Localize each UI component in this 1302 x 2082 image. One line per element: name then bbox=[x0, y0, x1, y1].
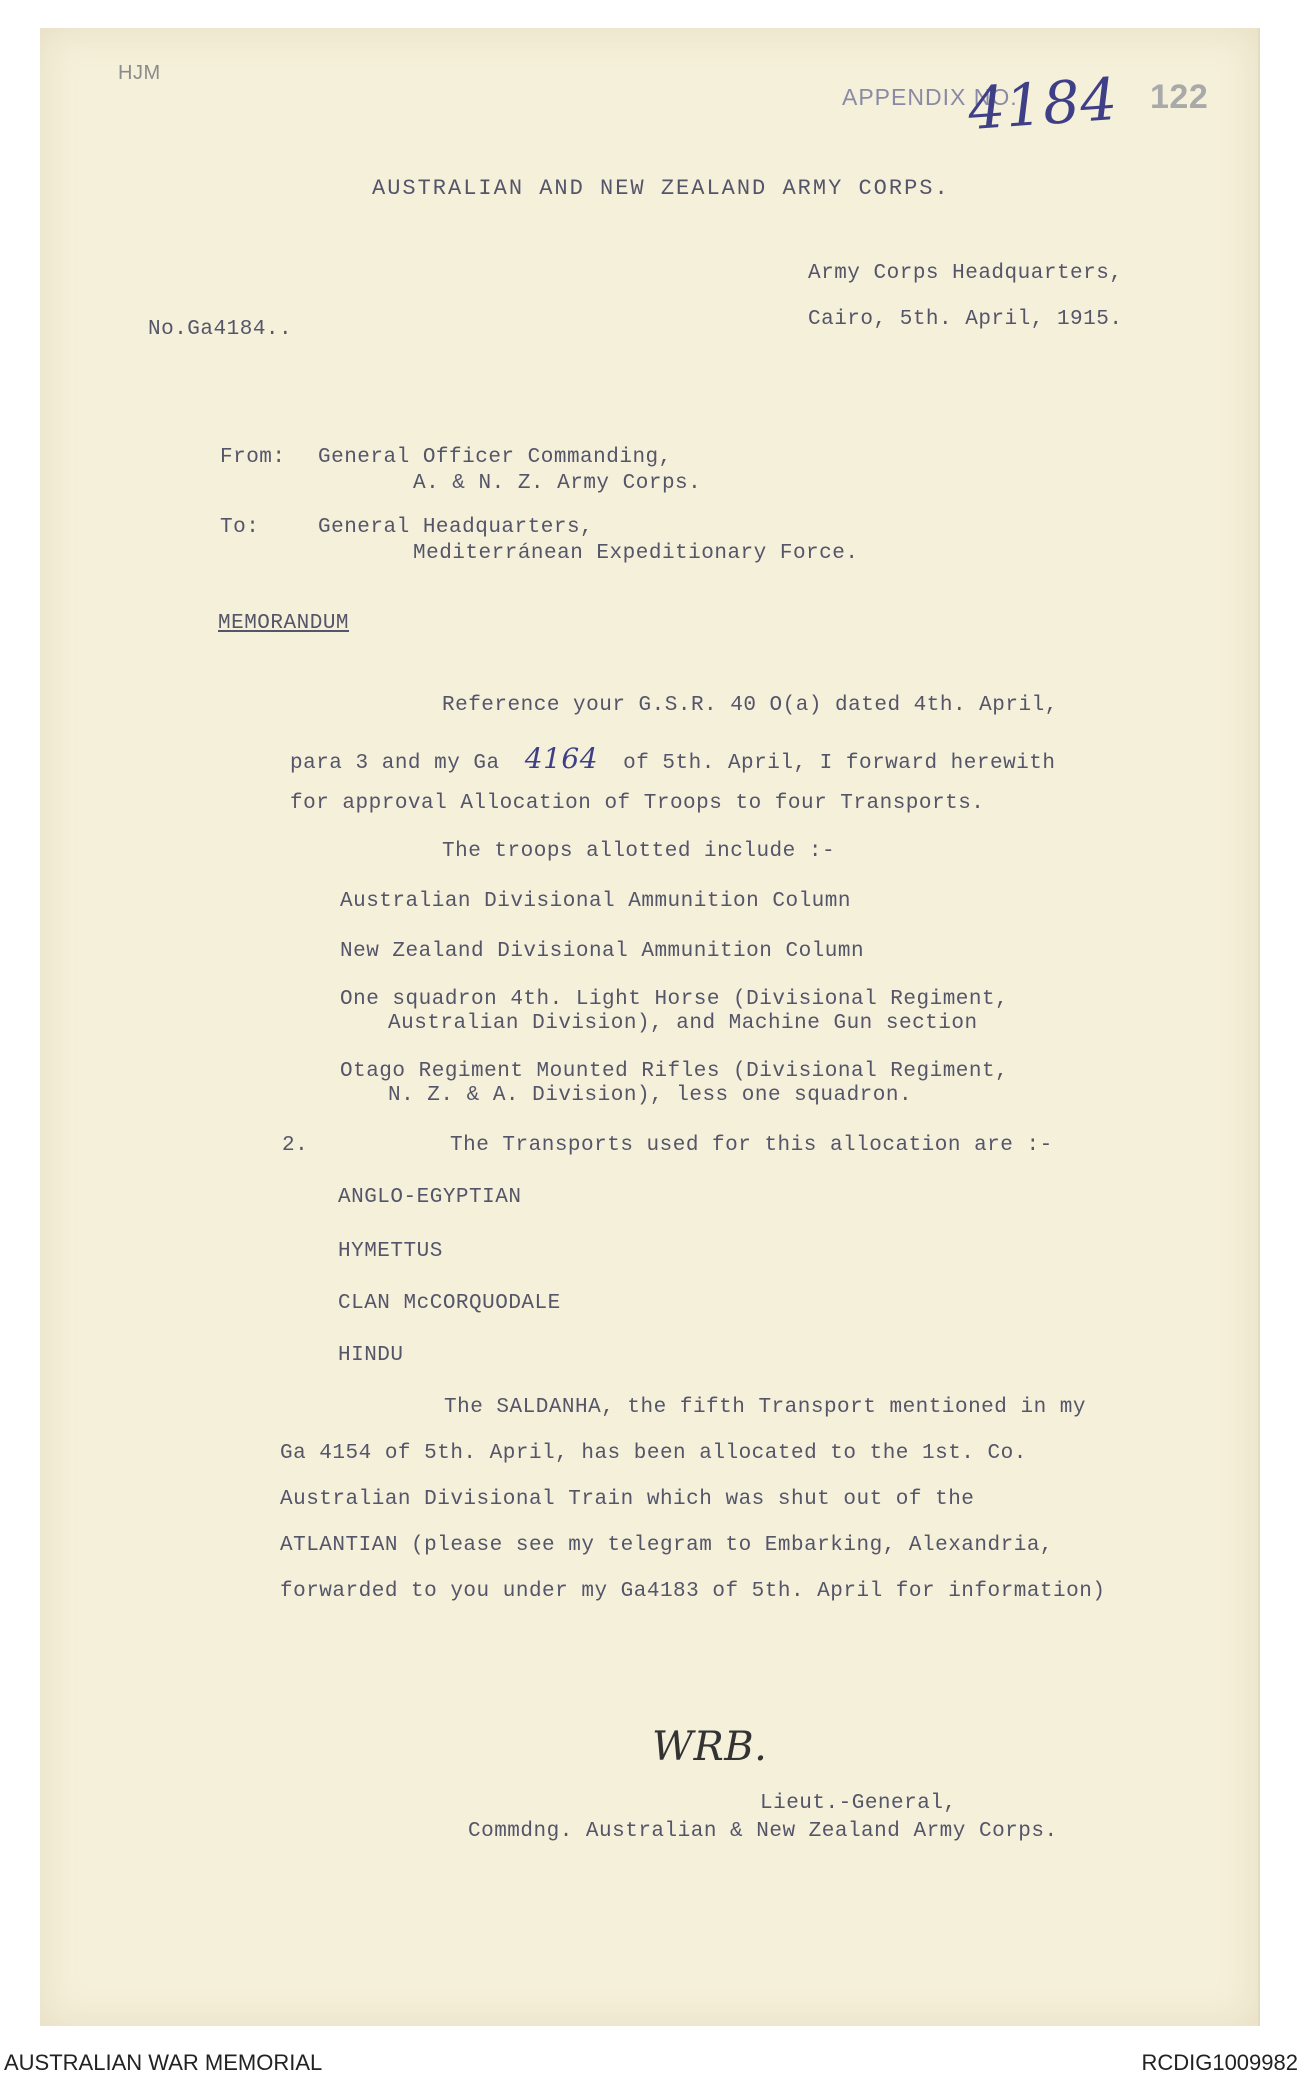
document-title: AUSTRALIAN AND NEW ZEALAND ARMY CORPS. bbox=[372, 176, 950, 201]
troop-3-line-2: Australian Division), and Machine Gun section bbox=[388, 1012, 978, 1035]
to-label: To: bbox=[220, 516, 260, 539]
para1-line-2-end: of 5th. April, I forward herewith bbox=[623, 752, 1056, 775]
transport-3: CLAN McCORQUODALE bbox=[338, 1292, 561, 1315]
para2-number: 2. bbox=[282, 1134, 309, 1157]
para3-line-5: forwarded to you under my Ga4183 of 5th. April for information) bbox=[280, 1580, 1106, 1603]
signature-title-1: Lieut.-General, bbox=[760, 1792, 957, 1815]
troop-3-line-1: One squadron 4th. Light Horse (Divisional Regiment, bbox=[340, 988, 1009, 1011]
troops-intro: The troops allotted include :- bbox=[442, 840, 836, 863]
reference-number: No.Ga4184.. bbox=[148, 318, 293, 341]
para1-line-1: Reference your G.S.R. 40 O(a) dated 4th. April, bbox=[442, 694, 1058, 717]
para3-line-2: Ga 4154 of 5th. April, has been allocated to the 1st. Co. bbox=[280, 1442, 1027, 1465]
from-label: From: bbox=[220, 446, 286, 469]
transport-4: HINDU bbox=[338, 1344, 404, 1367]
address-line-2: Cairo, 5th. April, 1915. bbox=[808, 308, 1123, 331]
footer-catalogue-id: RCDIG1009982 bbox=[1141, 2050, 1298, 2075]
corner-initials: HJM bbox=[118, 62, 161, 84]
page-number: 122 bbox=[1150, 78, 1209, 116]
para1-line-3: for approval Allocation of Troops to four Transports. bbox=[290, 792, 985, 815]
to-line-1: General Headquarters, bbox=[318, 516, 594, 539]
memo-heading: MEMORANDUM bbox=[218, 612, 350, 635]
footer-archive-name: AUSTRALIAN WAR MEMORIAL bbox=[4, 2050, 323, 2075]
document-page bbox=[40, 28, 1260, 2026]
signature-title-2: Commdng. Australian & New Zealand Army Corps. bbox=[468, 1820, 1058, 1843]
para1-line-2-start: para 3 and my Ga bbox=[290, 752, 500, 775]
address-line-1: Army Corps Headquarters, bbox=[808, 262, 1123, 285]
troop-4-line-2: N. Z. & A. Division), less one squadron. bbox=[388, 1084, 913, 1107]
troop-4-line-1: Otago Regiment Mounted Rifles (Divisional Regiment, bbox=[340, 1060, 1009, 1083]
para2-intro: The Transports used for this allocation are :- bbox=[450, 1134, 1053, 1157]
troop-2: New Zealand Divisional Ammunition Column bbox=[340, 940, 865, 963]
handwritten-ref-number: 4164 bbox=[524, 742, 599, 775]
appendix-stamp: APPENDIX NO. bbox=[842, 84, 1018, 110]
signature: WRB. bbox=[652, 1724, 768, 1770]
troop-1: Australian Divisional Ammunition Column bbox=[340, 890, 851, 913]
transport-2: HYMETTUS bbox=[338, 1240, 443, 1263]
para3-line-1: The SALDANHA, the fifth Transport mentioned in my bbox=[444, 1396, 1087, 1419]
from-line-1: General Officer Commanding, bbox=[318, 446, 672, 469]
to-line-2: Mediterránean Expeditionary Force. bbox=[413, 542, 859, 565]
para3-line-3: Australian Divisional Train which was shut out of the bbox=[280, 1488, 975, 1511]
transport-1: ANGLO-EGYPTIAN bbox=[338, 1186, 522, 1209]
para3-line-4: ATLANTIAN (please see my telegram to Embarking, Alexandria, bbox=[280, 1534, 1054, 1557]
appendix-number-handwritten: 4184 bbox=[965, 64, 1120, 144]
para1-line-2 bbox=[290, 742, 1056, 775]
from-line-2: A. & N. Z. Army Corps. bbox=[413, 472, 702, 495]
